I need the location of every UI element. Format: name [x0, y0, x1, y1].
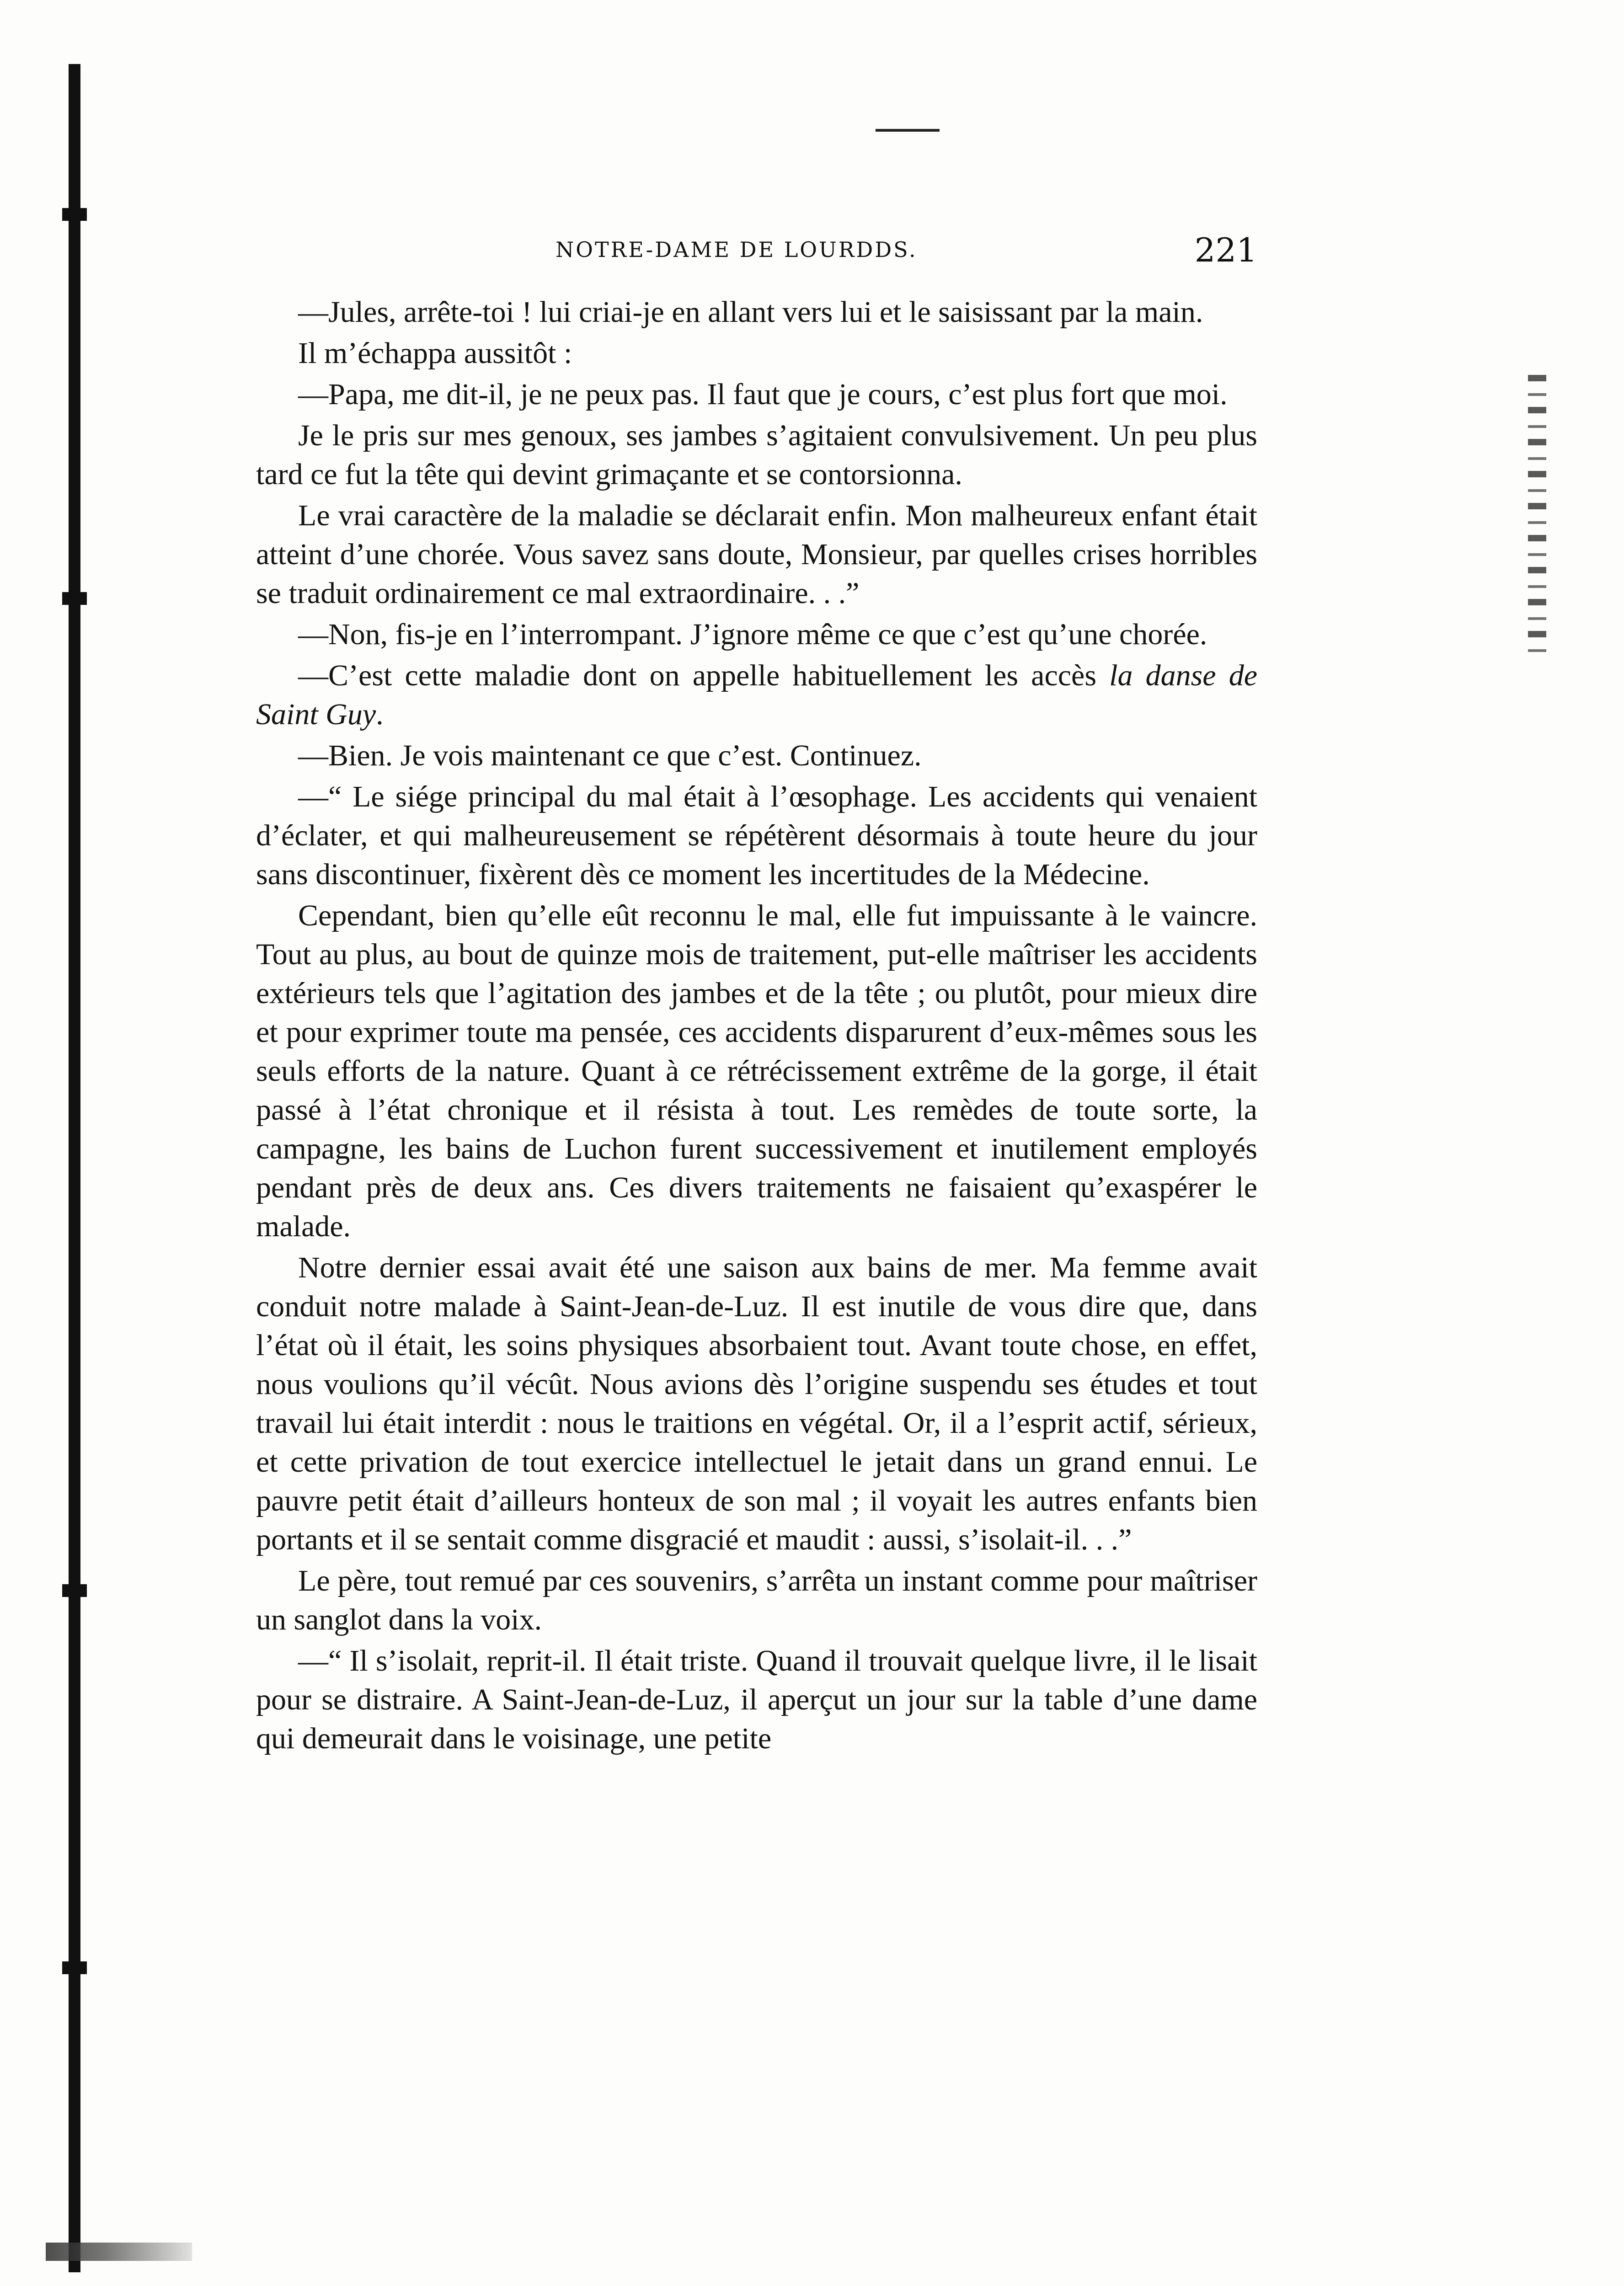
binding-tick	[62, 208, 87, 221]
margin-scan-noise	[1528, 375, 1546, 658]
top-ornament-rule	[876, 129, 940, 132]
paragraph: —Bien. Je vois maintenant ce que c’est. Continuez.	[298, 739, 922, 772]
paragraph: —Non, fis-je en l’interrompant. J’ignore même ce que c’est qu’une chorée.	[298, 618, 1207, 651]
running-title: NOTRE-DAME DE LOURDDS.	[556, 237, 918, 262]
paragraph: Notre dernier essai avait été une saison aux bains de mer. Ma femme avait conduit notre malade à Saint-Jean-de-Luz. Il est inutile de vous dire que, dans l’état où il était, les soins physiques absorbaient tout. Avant toute chose, en effet, nous voulions qu’il vécût. Nous avions dès l’origine suspendu ses études et tout travail lui était interdit : nous le traitions en végétal. Or, il a l’esprit actif, sérieux, et cette privation de tout exercice intellectuel le jetait dans un grand ennui. Le pauvre petit était d’ailleurs honteux de son mal ; il voyait les autres enfants bien portants et il se sentait comme disgracié et maudit : aussi, s’isolait-il. . .”	[256, 1251, 1257, 1556]
paragraph: —“ Il s’isolait, reprit-il. Il était triste. Quand il trouvait quelque livre, il le lisait pour se distraire. A Saint-Jean-de-Luz, il aperçut un jour sur la table d’une dame qui demeurait dans le voisinage, une petite	[256, 1644, 1257, 1755]
paragraph: Cependant, bien qu’elle eût reconnu le mal, elle fut impuissante à le vaincre. Tout au plus, au bout de quinze mois de traitement, put-elle maîtriser les accidents extérieurs tels que l’agitation des jambes et de la tête ; ou plutôt, pour mieux dire et pour exprimer toute ma pensée, ces accidents disparurent d’eux-mêmes sous les seuls efforts de la nature. Quant à ce rétrécissement extrême de la gorge, il était passé à l’état chronique et il résista à tout. Les remèdes de toute sorte, la campagne, les bains de Luchon furent successivement et inutilement employés pendant près de deux ans. Ces divers traitements ne faisaient qu’exaspérer le malade.	[256, 899, 1257, 1243]
binding-tick	[62, 1961, 87, 1974]
paragraph: Le père, tout remué par ces souvenirs, s’arrêta un instant comme pour maîtriser un sanglot dans la voix.	[256, 1564, 1257, 1636]
paragraph: Le vrai caractère de la maladie se déclarait enfin. Mon malheureux enfant était atteint d’une chorée. Vous savez sans doute, Monsieur, par quelles crises horribles se traduit ordinairement ce mal extraordinaire. . .”	[256, 499, 1257, 610]
paragraph: Il m’échappa aussitôt :	[298, 336, 572, 370]
binding-foot-smudge	[46, 2243, 192, 2261]
body-text	[256, 293, 1257, 1760]
binding-tick	[62, 592, 87, 605]
italic-phrase: la danse de Saint Guy	[256, 659, 1258, 731]
binding-rule	[69, 64, 80, 2272]
paragraph: —Jules, arrête-toi ! lui criai-je en allant vers lui et le saisissant par la main.	[298, 295, 1203, 329]
page-header	[556, 231, 1257, 277]
paragraph: Je le pris sur mes genoux, ses jambes s’agitaient convulsivement. Un peu plus tard ce fut la tête qui devint grimaçante et se contorsionna.	[256, 419, 1257, 491]
paragraph: —“ Le siége principal du mal était à l’œsophage. Les accidents qui venaient d’éclater, et qui malheureusement se répétèrent désormais à toute heure du jour sans discontinuer, fixèrent dès ce moment les incertitudes de la Médecine.	[256, 780, 1257, 891]
page-number: 221	[1194, 231, 1257, 269]
paragraph: —C’est cette maladie dont on appelle habituellement les accès la danse de Saint Guy.	[256, 659, 1258, 731]
paragraph: —Papa, me dit-il, je ne peux pas. Il faut que je cours, c’est plus fort que moi.	[298, 378, 1228, 411]
binding-tick	[62, 1584, 87, 1597]
